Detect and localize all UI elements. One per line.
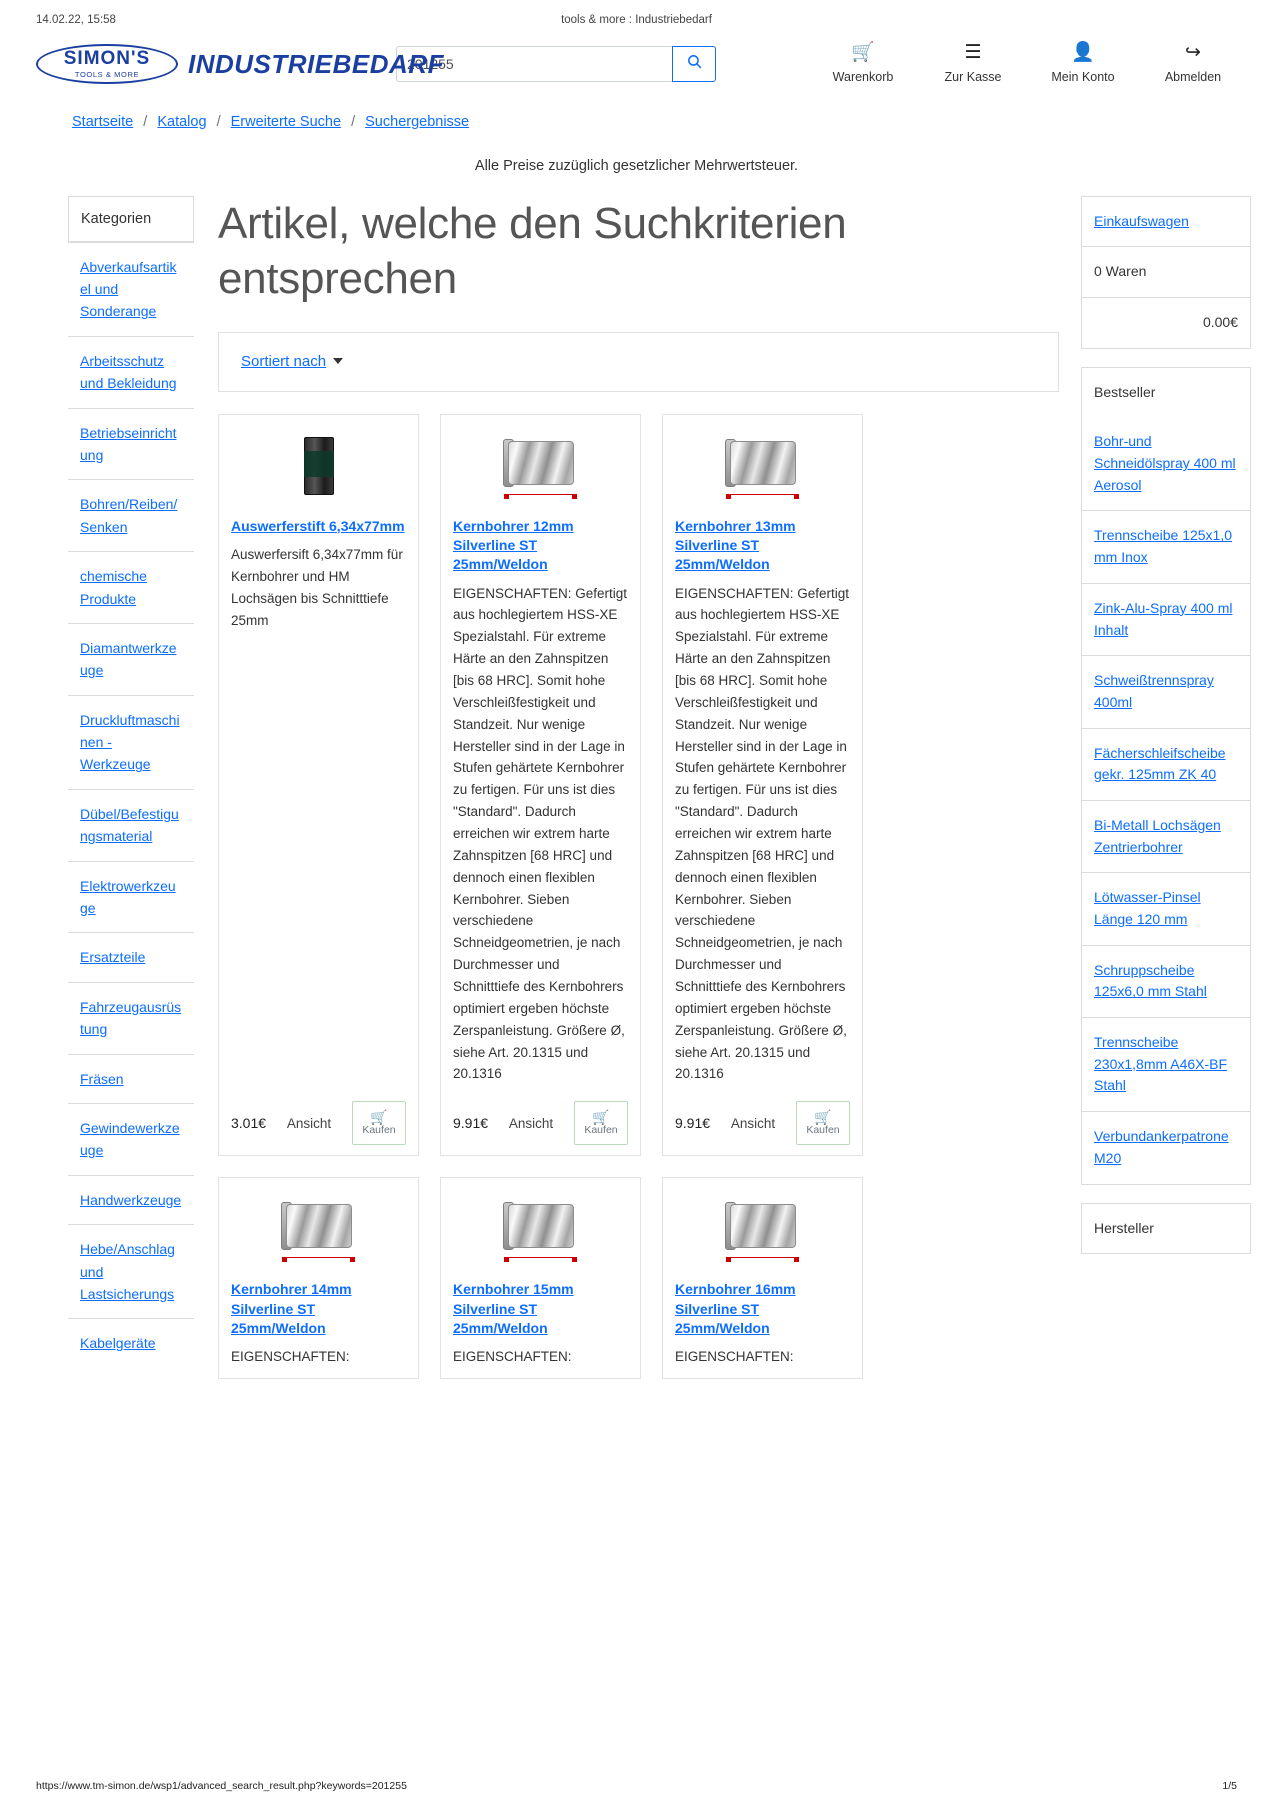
bestseller-heading: Bestseller	[1094, 383, 1156, 400]
product-description: EIGENSCHAFTEN:	[675, 1349, 794, 1365]
product-title[interactable]	[453, 517, 628, 575]
sidebar-item[interactable]	[68, 1175, 194, 1224]
category-list	[68, 242, 194, 1368]
manufacturer-heading: Hersteller	[1094, 1219, 1154, 1236]
spacer	[1081, 349, 1251, 367]
bestseller-item-link[interactable]: Schweißtrennspray 400ml	[1094, 672, 1214, 710]
product-thumbnail[interactable]	[453, 1190, 628, 1268]
sidebar-item[interactable]	[68, 789, 194, 861]
product-thumbnail[interactable]	[675, 427, 850, 505]
search-icon	[686, 53, 703, 75]
core-drill-image	[498, 1198, 584, 1260]
bestseller-item-link[interactable]: Trennscheibe 230x1,8mm A46X-BF Stahl	[1094, 1034, 1228, 1094]
breadcrumb-item-katalog[interactable]: Katalog	[157, 113, 207, 130]
core-drill-image	[498, 435, 584, 497]
breadcrumb-separator: /	[351, 113, 356, 130]
product-card[interactable]	[662, 1177, 863, 1379]
breadcrumb-item-startseite[interactable]: Startseite	[72, 113, 134, 130]
right-column	[1081, 196, 1251, 1255]
sidebar-item-label[interactable]: Abverkaufsartikel und Sonderange	[80, 258, 177, 320]
sidebar-item-label[interactable]: Diamantwerkzeuge	[80, 639, 177, 679]
product-description: EIGENSCHAFTEN:	[453, 1349, 572, 1365]
bestseller-item-link[interactable]: Bi-Metall Lochsägen Zentrierbohrer	[1094, 816, 1221, 855]
bestseller-item[interactable]	[1082, 510, 1250, 582]
cart-icon: 🛒	[851, 42, 875, 63]
bestseller-item[interactable]	[1082, 655, 1250, 727]
sidebar-item[interactable]	[68, 623, 194, 695]
site-header	[0, 26, 1273, 96]
breadcrumb-separator: /	[143, 113, 148, 130]
main-content	[194, 196, 1081, 1380]
sidebar-item[interactable]	[68, 551, 194, 623]
sidebar-item-label[interactable]: Ersatzteile	[80, 949, 146, 966]
cart-link-row[interactable]	[1082, 197, 1250, 247]
product-title-link[interactable]: Kernbohrer 16mm Silverline ST 25mm/Weldon	[675, 1281, 796, 1336]
bestseller-item[interactable]	[1082, 1017, 1250, 1111]
header-action-mein-konto[interactable]	[1045, 42, 1121, 86]
breadcrumb-item-suchergebnisse[interactable]: Suchergebnisse	[365, 113, 470, 130]
cart-box	[1081, 196, 1251, 349]
product-price: 9.91€	[453, 1115, 489, 1132]
bestseller-item[interactable]	[1082, 1111, 1250, 1183]
ejector-pin-image	[296, 431, 342, 501]
logo-line2: TOOLS & MORE	[74, 69, 140, 79]
print-doc-title: tools & more : Industriebedarf	[561, 14, 712, 26]
product-description: EIGENSCHAFTEN:	[231, 1349, 350, 1365]
bestseller-item[interactable]	[1082, 583, 1250, 655]
logout-icon: ↪	[1185, 42, 1201, 63]
product-thumbnail[interactable]	[453, 427, 628, 505]
sidebar-item[interactable]	[68, 336, 194, 408]
breadcrumb-separator: /	[216, 113, 221, 130]
sidebar-item[interactable]	[68, 1224, 194, 1318]
product-view-link[interactable]: Ansicht	[730, 1115, 776, 1131]
bestseller-item-link[interactable]: Lötwasser-Pinsel Länge 120 mm	[1094, 889, 1201, 927]
bestseller-item-link[interactable]: Verbundankerpatrone M20	[1094, 1128, 1229, 1166]
buy-button-label: Kaufen	[806, 1124, 840, 1137]
spacer	[1081, 1185, 1251, 1203]
bestseller-item-link[interactable]: Fächerschleifscheibe gekr. 125mm ZK 40	[1094, 744, 1226, 783]
product-description: Auswerfersift 6,34x77mm für Kernbohrer und HM Lochsägen bis Schnitttiefe 25mm	[231, 546, 403, 628]
sidebar	[68, 196, 194, 1368]
product-thumbnail[interactable]	[675, 1190, 850, 1268]
sidebar-item-label[interactable]: Fräsen	[80, 1070, 124, 1087]
header-actions	[825, 42, 1237, 86]
print-datetime: 14.02.22, 15:58	[36, 14, 116, 26]
bestseller-item-link[interactable]: Bohr-und Schneidölspray 400 ml Aerosol	[1094, 433, 1236, 493]
product-title-link[interactable]: Kernbohrer 12mm Silverline ST 25mm/Weldon	[453, 517, 574, 573]
product-title-link[interactable]: Kernbohrer 14mm Silverline ST 25mm/Weldon	[231, 1281, 352, 1336]
header-action-label: Mein Konto	[1051, 70, 1115, 84]
core-drill-image	[276, 1198, 362, 1260]
print-page-number: 1/5	[1222, 1780, 1237, 1792]
checkout-icon: ☰	[964, 42, 982, 63]
sidebar-item-label[interactable]: Druckluftmaschinen - Werkzeuge	[80, 711, 180, 773]
sidebar-item-label[interactable]: Fahrzeugausrüstung	[80, 998, 182, 1038]
print-url: https://www.tm-simon.de/wsp1/advanced_search_result.php?keywords=201255	[36, 1780, 407, 1792]
print-header	[0, 0, 1273, 26]
cart-link[interactable]: Einkaufswagen	[1094, 212, 1189, 229]
bestseller-item[interactable]	[1082, 945, 1250, 1017]
categories-heading: Kategorien	[81, 210, 152, 227]
product-thumbnail[interactable]	[231, 1190, 406, 1268]
product-title[interactable]	[675, 1280, 850, 1338]
tax-note: Alle Preise zuzüglich gesetzlicher Mehrwertsteuer.	[474, 157, 799, 174]
sidebar-item-label[interactable]: Kabelgeräte	[80, 1335, 156, 1352]
header-action-zur-kasse[interactable]	[935, 42, 1011, 86]
product-footer	[675, 1101, 850, 1145]
product-title[interactable]	[453, 1280, 628, 1338]
logo-word: INDUSTRIEBEDARF	[188, 48, 444, 79]
sidebar-item-label[interactable]: chemische Produkte	[80, 568, 147, 607]
page-title: Artikel, welche den Suchkriterien entsprechen	[218, 198, 847, 303]
sidebar-item-label[interactable]: Handwerkzeuge	[80, 1191, 182, 1208]
manufacturer-box	[1081, 1203, 1251, 1255]
buy-button[interactable]	[796, 1101, 850, 1145]
sidebar-item[interactable]	[68, 242, 194, 336]
sidebar-item[interactable]	[68, 408, 194, 480]
chevron-down-icon[interactable]	[333, 358, 343, 364]
sidebar-item[interactable]	[68, 1318, 194, 1367]
product-footer	[231, 1101, 406, 1145]
bestseller-item[interactable]	[1082, 728, 1250, 800]
sidebar-item[interactable]	[68, 861, 194, 933]
product-view-link[interactable]: Ansicht	[286, 1115, 332, 1131]
sidebar-item[interactable]	[68, 1054, 194, 1103]
sidebar-item-label[interactable]: Elektrowerkzeuge	[80, 877, 176, 917]
sidebar-item-label[interactable]: Betriebseinrichtung	[80, 424, 177, 463]
print-footer	[0, 1780, 1273, 1792]
bestseller-box	[1081, 367, 1251, 1185]
bestseller-item-link[interactable]: Trennscheibe 125x1,0 mm Inox	[1094, 527, 1233, 566]
bestseller-item[interactable]	[1082, 417, 1250, 510]
header-action-label: Abmelden	[1164, 70, 1222, 84]
product-description: EIGENSCHAFTEN: Gefertigt aus hochlegiertem HSS-XE Spezialstahl. Für extreme Härte an den Zahnspitzen [bis 68 HRC]. Somit hohe Verschleißfestigkeit und Standzeit. Nur wenige Hersteller sind in der Lage in Stufen gehärtete Kernbohrer zu fertigen. Für uns ist dies "Standard". Dadurch erreichen wir extrem harte Zahnspitzen [68 HRC] und dennoch einen flexiblen Kernbohrer. Sieben verschiedene Schneidgeometrien, je nach Durchmesser und Schnitttiefe des Kernbohrers optimiert ergeben höchste Zerspanleistung. Größere Ø, siehe Art. 20.1315 und 20.1316	[453, 585, 628, 1082]
sidebar-item[interactable]	[68, 695, 194, 789]
buy-button-label: Kaufen	[584, 1124, 618, 1137]
product-title-link[interactable]: Auswerferstift 6,34x77mm	[231, 517, 405, 534]
sort-dropdown[interactable]: Sortiert nach	[241, 352, 327, 370]
breadcrumb-item-erweiterte-suche[interactable]: Erweiterte Suche	[230, 113, 342, 130]
product-card[interactable]	[218, 1177, 419, 1379]
site-logo[interactable]	[36, 44, 444, 84]
cart-icon: 🛒	[370, 1109, 388, 1126]
categories-panel	[68, 196, 194, 242]
core-drill-image	[720, 435, 806, 497]
sidebar-item-label[interactable]: Hebe/Anschlag und Lastsicherungs	[80, 1241, 175, 1302]
sidebar-item[interactable]	[68, 1103, 194, 1175]
sidebar-item-label[interactable]: Bohren/Reiben/Senken	[80, 496, 178, 535]
sidebar-item[interactable]	[68, 982, 194, 1054]
bestseller-item-link[interactable]: Schruppscheibe 125x6,0 mm Stahl	[1094, 961, 1207, 1000]
bestseller-item[interactable]	[1082, 872, 1250, 944]
sidebar-item-label[interactable]: Dübel/Befestigungsmaterial	[80, 805, 179, 845]
product-price: 3.01€	[231, 1115, 267, 1132]
product-card[interactable]	[218, 414, 419, 1157]
cart-total: 0.00€	[1082, 297, 1250, 348]
core-drill-image	[720, 1198, 806, 1260]
header-action-label: Zur Kasse	[944, 70, 1002, 84]
cart-icon: 🛒	[814, 1109, 832, 1126]
sidebar-item-label[interactable]: Gewindewerkzeuge	[80, 1120, 180, 1159]
product-view-link[interactable]: Ansicht	[508, 1115, 554, 1131]
header-action-abmelden[interactable]	[1155, 42, 1231, 86]
search-form[interactable]	[396, 46, 716, 82]
product-title-link[interactable]: Kernbohrer 15mm Silverline ST 25mm/Weldon	[453, 1281, 574, 1336]
product-footer	[453, 1101, 628, 1145]
product-card[interactable]	[662, 414, 863, 1157]
bestseller-item-link[interactable]: Zink-Alu-Spray 400 ml Inhalt	[1094, 599, 1233, 638]
product-title-link[interactable]: Kernbohrer 13mm Silverline ST 25mm/Weldon	[675, 517, 796, 573]
header-action-warenkorb[interactable]	[825, 42, 901, 86]
account-icon: 👤	[1071, 42, 1095, 63]
product-thumbnail[interactable]	[231, 427, 406, 505]
buy-button-label: Kaufen	[362, 1124, 396, 1137]
bestseller-item[interactable]	[1082, 800, 1250, 872]
product-card[interactable]	[440, 1177, 641, 1379]
product-title[interactable]	[231, 1280, 406, 1338]
cart-count: 0 Waren	[1082, 246, 1250, 297]
product-grid	[218, 414, 1059, 1380]
sort-bar	[218, 332, 1059, 392]
product-title[interactable]	[675, 517, 850, 575]
sidebar-item[interactable]	[68, 932, 194, 981]
buy-button[interactable]	[352, 1101, 406, 1145]
search-button[interactable]	[672, 46, 716, 82]
logo-line1: SIMON'S	[63, 47, 151, 69]
sidebar-item-label[interactable]: Arbeitsschutz und Bekleidung	[80, 352, 177, 392]
product-title[interactable]	[231, 517, 406, 536]
cart-icon: 🛒	[592, 1109, 610, 1126]
product-price: 9.91€	[675, 1115, 711, 1132]
logo-oval	[36, 44, 178, 84]
breadcrumb	[0, 96, 1273, 130]
product-description: EIGENSCHAFTEN: Gefertigt aus hochlegiertem HSS-XE Spezialstahl. Für extreme Härte an den Zahnspitzen [bis 68 HRC]. Somit hohe Verschleißfestigkeit und Standzeit. Nur wenige Hersteller sind in der Lage in Stufen gehärtete Kernbohrer zu fertigen. Für uns ist dies "Standard". Dadurch erreichen wir extrem harte Zahnspitzen [68 HRC] und dennoch einen flexiblen Kernbohrer. Sieben verschiedene Schneidgeometrien, je nach Durchmesser und Schnitttiefe des Kernbohrers optimiert ergeben höchste Zerspanleistung. Größere Ø, siehe Art. 20.1315 und 20.1316	[675, 585, 850, 1082]
sidebar-item[interactable]	[68, 479, 194, 551]
header-action-label: Warenkorb	[832, 70, 894, 84]
buy-button[interactable]	[574, 1101, 628, 1145]
product-card[interactable]	[440, 414, 641, 1157]
